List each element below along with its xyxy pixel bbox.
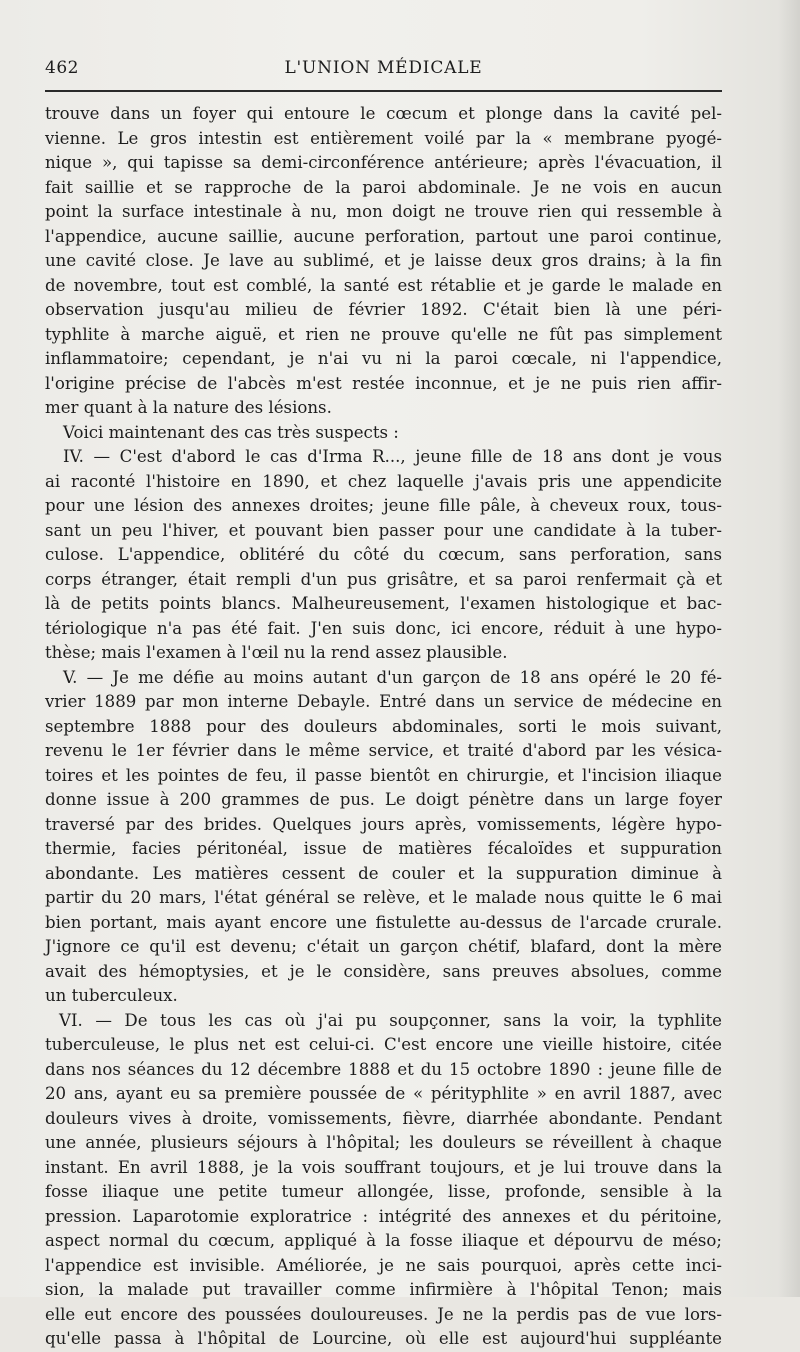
text-line: abondante. Les matières cessent de couler et la suppuration diminue à bbox=[45, 863, 722, 883]
text-line: vienne. Le gros intestin est entièrement voilé par la « membrane pyogé- bbox=[45, 128, 722, 148]
text-line: culose. L'appendice, oblitéré du côté du cœcum, sans perforation, sans bbox=[45, 545, 722, 564]
text-line: douleurs vives à droite, vomissements, fièvre, diarrhée abondante. Pendant bbox=[45, 1108, 722, 1128]
text-line: tériologique n'a pas été fait. J'en suis donc, ici encore, réduit à une hypo- bbox=[45, 618, 722, 638]
text-line: observation jusqu'au milieu de février 1892. C'était bien là une péri- bbox=[45, 300, 722, 319]
text-line: un tuberculeux. bbox=[45, 986, 178, 1005]
text-line: avait des hémoptysies, et je le considère, sans preuves absolues, comme bbox=[45, 961, 722, 981]
text-line: typhlite à marche aiguë, et rien ne prouve qu'elle ne fût pas simplement bbox=[45, 324, 722, 344]
text-line: VI. — De tous les cas où j'ai pu soupçonner, sans la voir, la typhlite bbox=[59, 1010, 722, 1030]
text-line: pour une lésion des annexes droites; jeune fille pâle, à cheveux roux, tous- bbox=[45, 496, 722, 515]
text-line: thèse; mais l'examen à l'œil nu la rend assez plausible. bbox=[45, 643, 508, 662]
text-line: pression. Laparotomie exploratrice : intégrité des annexes et du péritoine, bbox=[45, 1206, 722, 1226]
text-line: l'origine précise de l'abcès m'est restée inconnue, et je ne puis rien affir- bbox=[45, 373, 722, 393]
text-line: fait saillie et se rapproche de la paroi abdominale. Je ne vois en aucun bbox=[45, 177, 722, 197]
text-line: dans nos séances du 12 décembre 1888 et du 15 octobre 1890 : jeune fille de bbox=[45, 1059, 722, 1079]
text-line: l'appendice, aucune saillie, aucune perforation, partout une paroi continue, bbox=[45, 226, 722, 246]
text-line: mer quant à la nature des lésions. bbox=[45, 398, 332, 417]
text-line: nique », qui tapisse sa demi-circonférence antérieure; après l'évacuation, il bbox=[45, 153, 722, 172]
text-line: donne issue à 200 grammes de pus. Le doigt pénètre dans un large foyer bbox=[45, 790, 722, 809]
text-line: ai raconté l'histoire en 1890, et chez laquelle j'avais pris une appendicite bbox=[45, 471, 722, 491]
text-line: une cavité close. Je lave au sublimé, et je laisse deux gros drains; à la fin bbox=[45, 251, 722, 270]
text-line: sion, la malade put travailler comme infirmière à l'hôpital Tenon; mais bbox=[45, 1280, 722, 1299]
text-line: instant. En avril 1888, je la vois souffrant toujours, et je lui trouve dans la bbox=[45, 1157, 722, 1177]
text-line: inflammatoire; cependant, je n'ai vu ni la paroi cœcale, ni l'appendice, bbox=[45, 349, 722, 368]
text-line: V. — Je me défie au moins autant d'un garçon de 18 ans opéré le 20 fé- bbox=[63, 667, 722, 687]
text-line: là de petits points blancs. Malheureusement, l'examen histologique et bac- bbox=[45, 594, 722, 613]
text-line: point la surface intestinale à nu, mon doigt ne trouve rien qui ressemble à bbox=[45, 202, 722, 221]
text-line: tuberculeuse, le plus net est celui-ci. C'est encore une vieille histoire, citée bbox=[45, 1035, 722, 1054]
running-title: L'UNION MÉDICALE bbox=[284, 58, 483, 78]
text-line: de novembre, tout est comblé, la santé est rétablie et je garde le malade en bbox=[45, 275, 722, 295]
page-number: 462 bbox=[45, 58, 79, 78]
text-line: IV. — C'est d'abord le cas d'Irma R..., jeune fille de 18 ans dont je vous bbox=[63, 447, 722, 466]
text-line: thermie, facies péritonéal, issue de matières fécaloïdes et suppuration bbox=[45, 839, 722, 858]
text-line: corps étranger, était rempli d'un pus grisâtre, et sa paroi renfermait çà et bbox=[45, 569, 722, 589]
text-line: bien portant, mais ayant encore une fistulette au-dessus de l'arcade crurale. bbox=[45, 912, 722, 932]
text-line: toires et les pointes de feu, il passe bientôt en chirurgie, et l'incision iliaque bbox=[45, 765, 722, 785]
page-header bbox=[45, 58, 722, 88]
text-line: l'appendice est invisible. Améliorée, je ne sais pourquoi, après cette inci- bbox=[45, 1255, 722, 1275]
text-line: fosse iliaque une petite tumeur allongée, lisse, profonde, sensible à la bbox=[45, 1182, 722, 1201]
text-line: qu'elle passa à l'hôpital de Lourcine, où elle est aujourd'hui suppléante bbox=[45, 1329, 722, 1348]
text-line: trouve dans un foyer qui entoure le cœcum et plonge dans la cavité pel- bbox=[45, 104, 722, 123]
body-text bbox=[45, 102, 722, 1352]
text-line: partir du 20 mars, l'état général se relève, et le malade nous quitte le 6 mai bbox=[45, 888, 722, 907]
text-line: 20 ans, ayant eu sa première poussée de « pérityphlite » en avril 1887, avec bbox=[45, 1084, 722, 1103]
text-line: une année, plusieurs séjours à l'hôpital; les douleurs se réveillent à chaque bbox=[45, 1133, 722, 1152]
text-line: vrier 1889 par mon interne Debayle. Entré dans un service de médecine en bbox=[45, 692, 722, 711]
text-line: J'ignore ce qu'il est devenu; c'était un garçon chétif, blafard, dont la mère bbox=[45, 937, 722, 956]
text-line: Voici maintenant des cas très suspects : bbox=[63, 422, 399, 442]
text-line: elle eut encore des poussées douloureuses. Je ne la perdis pas de vue lors- bbox=[45, 1304, 722, 1324]
text-line: traversé par des brides. Quelques jours après, vomissements, légère hypo- bbox=[45, 814, 722, 834]
text-line: revenu le 1er février dans le même service, et traité d'abord par les vésica- bbox=[45, 741, 722, 760]
text-line: septembre 1888 pour des douleurs abdominales, sorti le mois suivant, bbox=[45, 716, 722, 736]
text-line: sant un peu l'hiver, et pouvant bien passer pour une candidate à la tuber- bbox=[45, 520, 722, 540]
header-rule bbox=[45, 90, 722, 92]
text-line: aspect normal du cœcum, appliqué à la fosse iliaque et dépourvu de méso; bbox=[45, 1231, 722, 1250]
